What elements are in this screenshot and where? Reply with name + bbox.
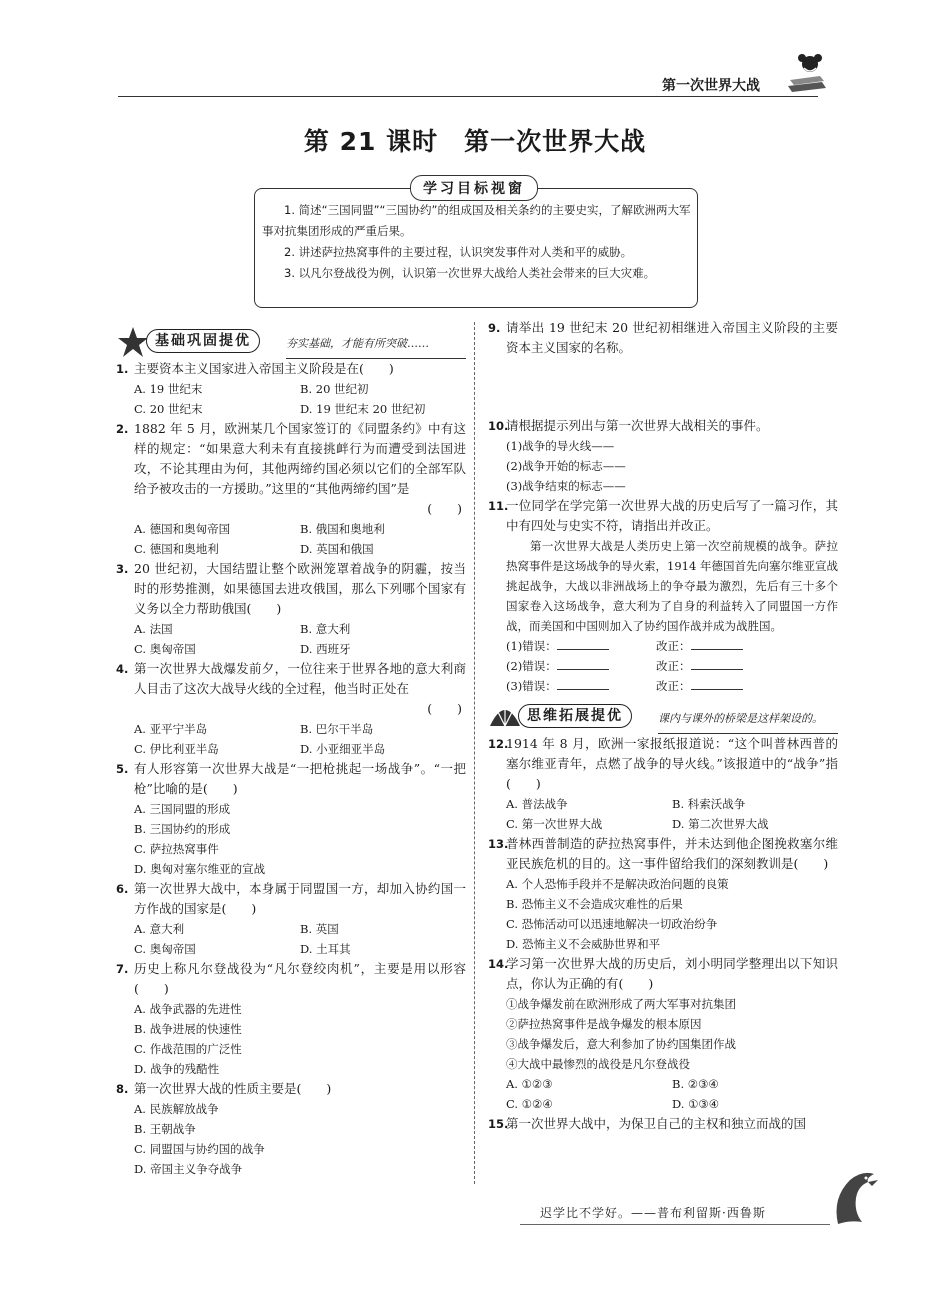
question-number: 2. — [116, 422, 129, 436]
option-d[interactable]: D. 19 世纪末 20 世纪初 — [300, 402, 426, 416]
dolphin-icon — [828, 1168, 882, 1230]
lesson-title: 第 21 课时 第一次世界大战 — [303, 127, 647, 156]
question-5 — [116, 759, 466, 879]
option-a[interactable]: A. 19 世纪末 — [134, 382, 203, 396]
page-header — [0, 0, 950, 110]
question-number: 6. — [116, 882, 129, 896]
question-text: 一位同学在学完第一次世界大战的历史后写了一篇习作，其中有四处与史实不符，请指出并改正。 — [506, 498, 838, 533]
header-rule — [118, 96, 818, 97]
question-number: 13. — [488, 837, 509, 851]
question-text: 有人形容第一次世界大战是“一把枪挑起一场战争”。“一把枪”比喻的是( ) — [134, 761, 466, 796]
question-number: 10. — [488, 419, 509, 433]
question-number: 7. — [116, 962, 129, 976]
question-8 — [116, 1079, 466, 1179]
option-a[interactable]: A. 法国 — [134, 622, 173, 636]
question-4 — [116, 659, 466, 759]
column-divider — [474, 322, 475, 1184]
page-footer — [520, 1198, 850, 1232]
option-b[interactable]: B. 战争进展的快速性 — [134, 1022, 242, 1036]
options — [116, 619, 466, 659]
question-text: 第一次世界大战爆发前夕，一位往来于世界各地的意大利商人目击了这次大战导火线的全过程，他当时正处在 — [134, 661, 466, 696]
question-text: 第一次世界大战中，为保卫自己的主权和独立而战的国 — [506, 1116, 807, 1131]
question-13 — [488, 834, 838, 954]
objectives-title: 学习目标视窗 — [410, 175, 538, 201]
question-7 — [116, 959, 466, 1079]
question-number: 9. — [488, 321, 501, 335]
header-title: 第一次世界大战 — [662, 78, 760, 94]
question-text: 第一次世界大战中，本身属于同盟国一方，却加入协约国一方作战的国家是( ) — [134, 881, 466, 916]
question-text: 历史上称凡尔登战役为“凡尔登绞肉机”，主要是用以形容( ) — [134, 961, 466, 996]
question-text: 1882 年 5 月，欧洲某几个国家签订的《同盟条约》中有这样的规定：“如果意大利未有直接挑衅行为而遭受到法国进攻，不论其理由为何，其他两缔约国必须以它们的全部军队给予被攻击的一方援助。”这里的“其他两缔约国”是 — [134, 421, 466, 496]
question-text: 普林西普制造的萨拉热窝事件，并未达到他企图挽救塞尔维亚民族危机的目的。这一事件留给我们的深刻教训是( ) — [506, 836, 838, 871]
question-text: 20 世纪初，大国结盟让整个欧洲笼罩着战争的阴霾，按当时的形势推测，如果德国去进攻俄国，那么下列哪个国家有义务以全力帮助俄国( ) — [134, 561, 466, 616]
correction-row — [488, 636, 838, 656]
section-subtitle: 夯实基础，才能有所突破…… — [286, 337, 429, 350]
section-subtitle: 课内与课外的桥梁是这样架设的。 — [658, 712, 823, 725]
option-c[interactable]: C. 恐怖活动可以迅速地解决一切政治纷争 — [506, 917, 718, 931]
question-1 — [116, 359, 466, 419]
option-c[interactable]: C. 奥匈帝国 — [134, 642, 196, 656]
question-text: 请举出 19 世纪末 20 世纪初相继进入帝国主义阶段的主要资本主义国家的名称。 — [506, 320, 838, 355]
statement: ④大战中最惨烈的战役是凡尔登战役 — [506, 1057, 690, 1071]
option-d[interactable]: D. 恐怖主义不会威胁世界和平 — [506, 937, 661, 951]
question-text: 1914 年 8 月，欧洲一家报纸报道说：“这个叫普林西普的塞尔维亚青年，点燃了战争的导火线。”该报道中的“战争”指( ) — [506, 736, 838, 791]
fix-label: 改正： — [656, 659, 691, 673]
error-label: (2)错误： — [506, 659, 557, 673]
options — [116, 919, 466, 959]
question-2 — [116, 419, 466, 559]
option-d[interactable]: D. 英国和俄国 — [300, 542, 374, 556]
option-a[interactable]: A. 意大利 — [134, 922, 185, 936]
option-d[interactable]: D. 战争的残酷性 — [134, 1062, 220, 1076]
option-d[interactable]: D. 小亚细亚半岛 — [300, 742, 386, 756]
question-11 — [488, 496, 838, 696]
correction-row — [488, 676, 838, 696]
stacked-books-icon — [782, 52, 830, 98]
section-banner-basic — [116, 325, 466, 359]
error-blank[interactable] — [557, 677, 609, 690]
question-number: 1. — [116, 362, 129, 376]
option-a[interactable]: A. 德国和奥匈帝国 — [134, 522, 231, 536]
banner-rule — [658, 733, 838, 734]
error-blank[interactable] — [557, 637, 609, 650]
question-number: 15. — [488, 1117, 509, 1131]
statement: ②萨拉热窝事件是战争爆发的根本原因 — [506, 1017, 702, 1031]
error-label: (1)错误： — [506, 639, 557, 653]
options — [116, 719, 466, 759]
question-text: 主要资本主义国家进入帝国主义阶段是在( ) — [134, 361, 394, 376]
fix-blank[interactable] — [691, 637, 743, 650]
option-b[interactable]: B. 英国 — [300, 922, 339, 936]
objective-item: 1. 简述“三国同盟”“三国协约”的组成国及相关条约的主要史实，了解欧洲两大军事对抗集团形成的严重后果。 — [262, 203, 691, 238]
question-number: 3. — [116, 562, 129, 576]
question-3 — [116, 559, 466, 659]
option-b[interactable]: B. 20 世纪初 — [300, 382, 369, 396]
fix-label: 改正： — [656, 679, 691, 693]
question-number: 8. — [116, 1082, 129, 1096]
option-b[interactable]: B. 科索沃战争 — [672, 797, 746, 811]
section-title: 基础巩固提优 — [146, 329, 260, 353]
question-number: 12. — [488, 737, 509, 751]
option-d[interactable]: D. 第二次世界大战 — [672, 817, 769, 831]
option-b[interactable]: B. 王朝战争 — [134, 1122, 196, 1136]
question-number: 5. — [116, 762, 129, 776]
banner-rule — [286, 358, 466, 359]
option-d[interactable]: D. ①③④ — [672, 1097, 720, 1111]
question-number: 4. — [116, 662, 129, 676]
objective-item: 2. 讲述萨拉热窝事件的主要过程，认识突发事件对人类和平的威胁。 — [284, 245, 633, 259]
option-a[interactable]: A. 亚平宁半岛 — [134, 722, 208, 736]
option-b[interactable]: B. 恐怖主义不会造成灾难性的后果 — [506, 897, 683, 911]
question-9 — [488, 318, 838, 416]
option-c[interactable]: C. 奥匈帝国 — [134, 942, 196, 956]
option-c[interactable]: C. 同盟国与协约国的战争 — [134, 1142, 265, 1156]
option-a[interactable]: A. 三国同盟的形成 — [134, 802, 231, 816]
options — [116, 519, 466, 559]
correction-row — [488, 656, 838, 676]
option-b[interactable]: B. 意大利 — [300, 622, 351, 636]
statement: ③战争爆发后，意大利参加了协约国集团作战 — [506, 1037, 736, 1051]
passage: 第一次世界大战是人类历史上第一次空前规模的战争。萨拉热窝事件是这场战争的导火索，1914 年德国首先向塞尔维亚宣战挑起战争，大战以非洲战场上的争夺最为激烈，先后有三十多个国家卷入这场战争，意大利为了自身的利益转入了同盟国一方作战，而美国和中国则加入了协约国作战并成为战胜国。 — [506, 539, 838, 633]
section-title: 思维拓展提优 — [518, 704, 632, 728]
question-text: 请根据提示列出与第一次世界大战相关的事件。 — [506, 418, 769, 433]
starfish-icon — [116, 325, 150, 359]
option-a[interactable]: A. ①②③ — [506, 1077, 553, 1091]
option-d[interactable]: D. 西班牙 — [300, 642, 351, 656]
options — [488, 1074, 838, 1114]
option-d[interactable]: D. 奥匈对塞尔维亚的宣战 — [134, 862, 266, 876]
option-a[interactable]: A. 个人恐怖手段并不是解决政治问题的良策 — [506, 877, 729, 891]
option-c[interactable]: C. 德国和奥地利 — [134, 542, 219, 556]
left-column — [116, 325, 466, 1179]
objective-item: 3. 以凡尔登战役为例，认识第一次世界大战给人类社会带来的巨大灾难。 — [284, 266, 656, 280]
option-b[interactable]: B. 俄国和奥地利 — [300, 522, 385, 536]
fix-blank[interactable] — [691, 657, 743, 670]
question-number: 14. — [488, 957, 509, 971]
option-c[interactable]: C. 20 世纪末 — [134, 402, 203, 416]
sub-item[interactable]: (2)战争开始的标志—— — [506, 459, 626, 473]
question-text: 学习第一次世界大战的历史后，刘小明同学整理出以下知识点，你认为正确的有( ) — [506, 956, 838, 991]
option-d[interactable]: D. 土耳其 — [300, 942, 351, 956]
option-b[interactable]: B. 巴尔干半岛 — [300, 722, 374, 736]
question-10 — [488, 416, 838, 496]
objectives-list — [262, 200, 694, 284]
question-number: 11. — [488, 499, 509, 513]
option-c[interactable]: C. 第一次世界大战 — [506, 817, 603, 831]
options — [488, 794, 838, 834]
error-blank[interactable] — [557, 657, 609, 670]
section-banner-extend — [488, 700, 838, 734]
question-14 — [488, 954, 838, 1114]
option-c[interactable]: C. 伊比利亚半岛 — [134, 742, 219, 756]
sub-item[interactable]: (1)战争的导火线—— — [506, 439, 615, 453]
statement: ①战争爆发前在欧洲形成了两大军事对抗集团 — [506, 997, 736, 1011]
option-a[interactable]: A. 战争武器的先进性 — [134, 1002, 242, 1016]
option-c[interactable]: C. 作战范围的广泛性 — [134, 1042, 242, 1056]
question-6 — [116, 879, 466, 959]
question-15 — [488, 1114, 838, 1134]
option-b[interactable]: B. ②③④ — [672, 1077, 719, 1091]
footer-rule — [520, 1224, 830, 1225]
options — [116, 379, 466, 419]
question-12 — [488, 734, 838, 834]
footer-quote: 迟学比不学好。——普布利留斯·西鲁斯 — [540, 1206, 766, 1220]
answer-space[interactable] — [488, 358, 838, 416]
shell-icon — [488, 700, 522, 730]
option-a[interactable]: A. 普法战争 — [506, 797, 568, 811]
answer-paren: ( ) — [427, 501, 462, 516]
option-c[interactable]: C. ①②④ — [506, 1097, 553, 1111]
answer-paren: ( ) — [427, 701, 462, 716]
sub-item[interactable]: (3)战争结束的标志—— — [506, 479, 626, 493]
right-column — [488, 318, 838, 1134]
option-c[interactable]: C. 萨拉热窝事件 — [134, 842, 219, 856]
option-a[interactable]: A. 民族解放战争 — [134, 1102, 219, 1116]
fix-label: 改正： — [656, 639, 691, 653]
option-d[interactable]: D. 帝国主义争夺战争 — [134, 1162, 243, 1176]
question-text: 第一次世界大战的性质主要是( ) — [134, 1081, 332, 1096]
option-b[interactable]: B. 三国协约的形成 — [134, 822, 231, 836]
error-label: (3)错误： — [506, 679, 557, 693]
fix-blank[interactable] — [691, 677, 743, 690]
